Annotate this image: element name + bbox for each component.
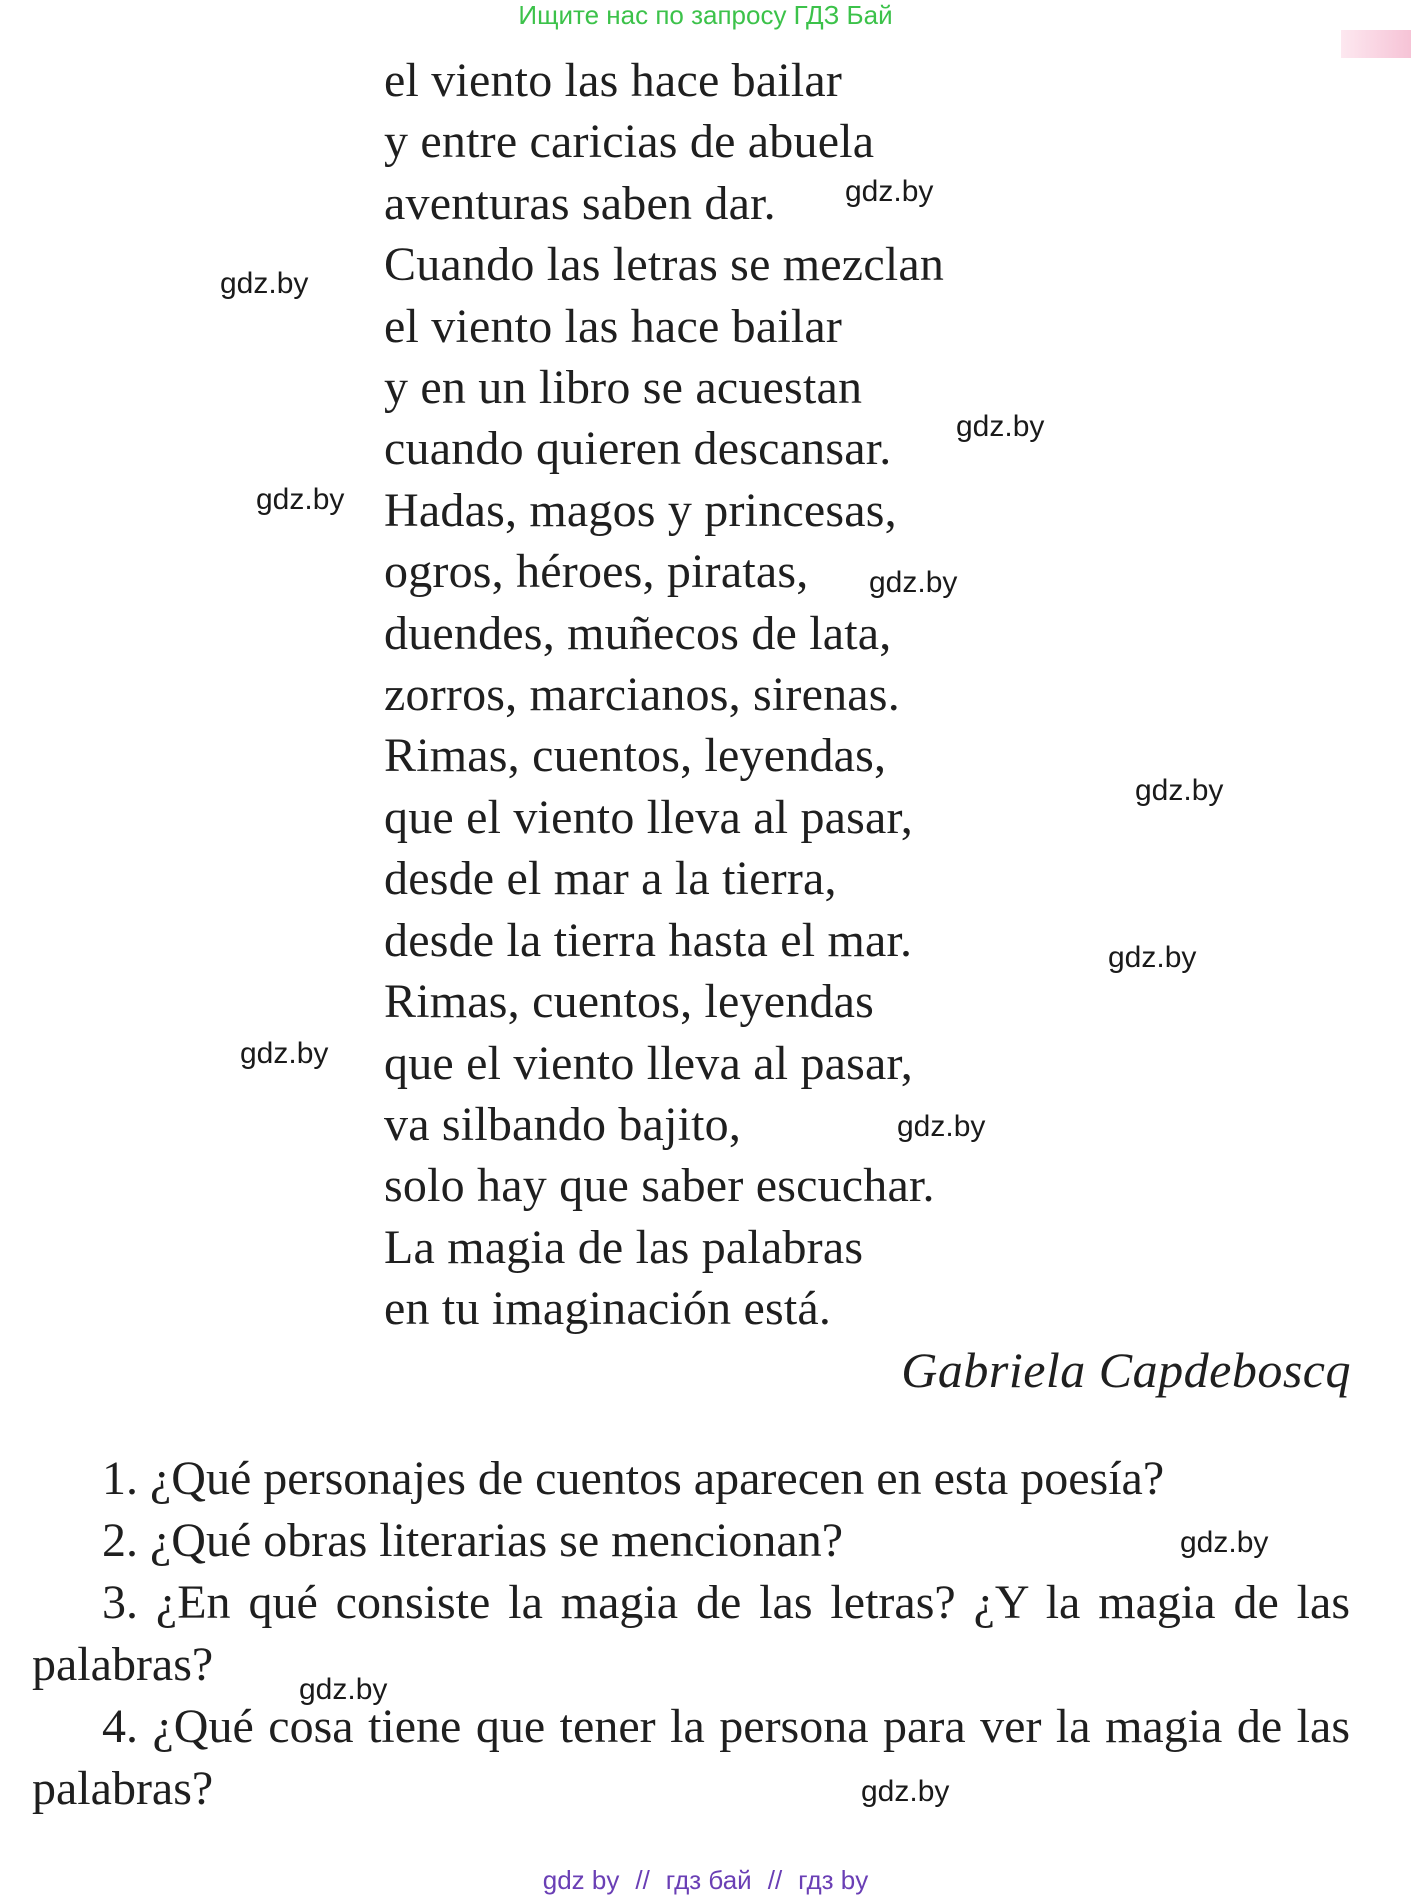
poem-line: que el viento lleva al pasar, — [384, 790, 913, 844]
poem-line: en tu imaginación está. — [384, 1282, 832, 1336]
poem-line: desde la tierra hasta el mar. — [384, 913, 913, 967]
poem-line: y entre caricias de abuela — [384, 115, 875, 169]
watermark: gdz.by — [1180, 1526, 1269, 1559]
poem-line: Rimas, cuentos, leyendas, — [384, 729, 887, 783]
question-2: 2. ¿Qué obras literarias se mencionan? — [102, 1514, 844, 1567]
watermark: gdz.by — [256, 483, 345, 516]
poem-line: duendes, muñecos de lata, — [384, 606, 892, 660]
poem-line: que el viento lleva al pasar, — [384, 1036, 913, 1090]
watermark: gdz.by — [869, 566, 958, 599]
footer-separator: // — [767, 1865, 783, 1895]
poem-line: va silbando bajito, — [384, 1097, 742, 1151]
poem-line: aventuras saben dar. — [384, 176, 776, 230]
question-4: 4. ¿Qué cosa tiene que tener la persona para ver la magia de las palabras? — [32, 1700, 1350, 1815]
poem-line: el viento las hace bailar — [384, 299, 843, 353]
poem-line: desde el mar a la tierra, — [384, 852, 837, 906]
corner-tab — [1341, 30, 1411, 58]
watermark: gdz.by — [1135, 774, 1224, 807]
poem — [384, 50, 944, 1340]
poem-line: zorros, marcianos, sirenas. — [384, 668, 900, 722]
watermark: gdz.by — [1108, 941, 1197, 974]
poem-line: La magia de las palabras — [384, 1220, 864, 1274]
footer-link-gdz-bay[interactable]: гдз бай — [665, 1865, 752, 1895]
poem-line: Cuando las letras se mezclan — [384, 238, 945, 292]
poem-line: Hadas, magos y princesas, — [384, 483, 897, 537]
watermark: gdz.by — [240, 1037, 329, 1070]
poem-line: Rimas, cuentos, leyendas — [384, 975, 875, 1029]
watermark: gdz.by — [861, 1775, 950, 1808]
questions-list — [32, 1448, 1350, 1820]
watermark: gdz.by — [897, 1110, 986, 1143]
poem-line: ogros, héroes, piratas, — [384, 545, 809, 599]
poem-line: y en un libro se acuestan — [384, 361, 863, 415]
poem-line: el viento las hace bailar — [384, 54, 843, 107]
footer-link-gdz-by-2[interactable]: гдз by — [798, 1865, 869, 1895]
question-1: 1. ¿Qué personajes de cuentos aparecen en esta poesía? — [102, 1452, 1165, 1505]
poem-author: Gabriela Capdeboscq — [901, 1342, 1351, 1398]
question-3: 3. ¿En qué consiste la magia de las letras? ¿Y la magia de las palabras? — [32, 1576, 1350, 1691]
top-banner — [0, 0, 1411, 30]
banner-text: Ищите нас по запросу ГДЗ Бай — [518, 0, 893, 30]
poem-line: cuando quieren descansar. — [384, 422, 892, 476]
watermark: gdz.by — [845, 175, 934, 208]
watermark: gdz.by — [956, 410, 1045, 443]
footer-link-gdz-by[interactable]: gdz by — [542, 1865, 620, 1895]
watermark: gdz.by — [220, 267, 309, 300]
footer — [0, 1864, 1411, 1896]
poem-line: solo hay que saber escuchar. — [384, 1159, 935, 1213]
watermark: gdz.by — [299, 1673, 388, 1706]
footer-separator: // — [635, 1865, 650, 1895]
